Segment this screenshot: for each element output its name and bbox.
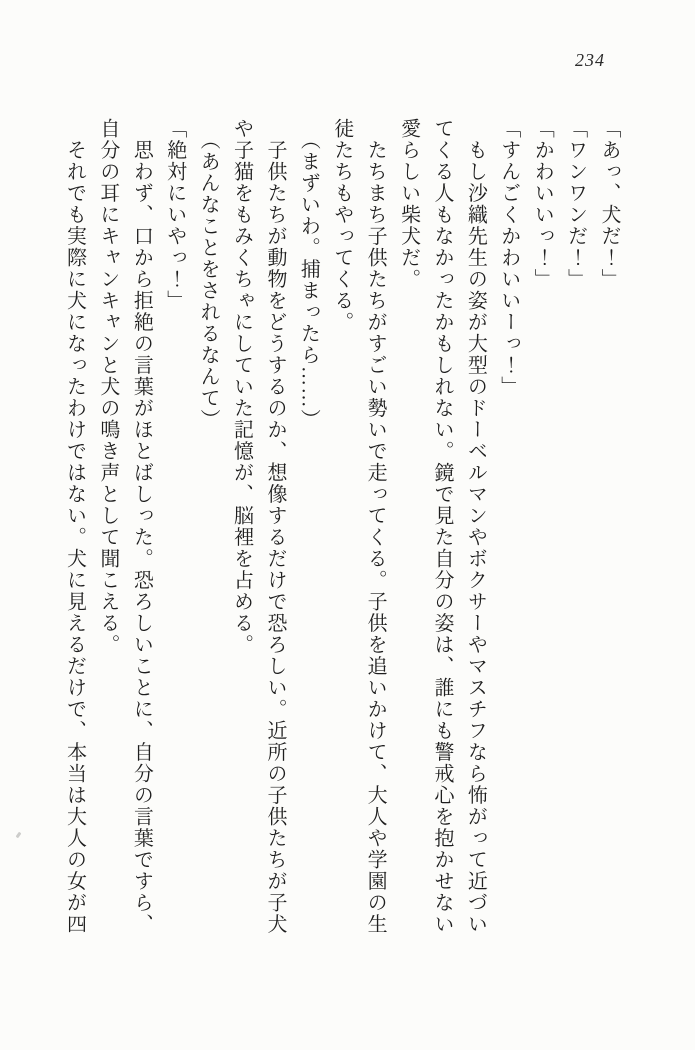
text-line: たちまち子供たちがすごい勢いで走ってくる。子供を追いかけて、大人や学園の生 xyxy=(364,118,387,935)
text-line: （まずいわ。捕まったら……） xyxy=(297,118,320,431)
text-line: 「ワンワンだ！」 xyxy=(564,118,587,290)
text-line: （あんなことをされるなんて） xyxy=(197,118,220,431)
text-line: それでも実際に犬になったわけではない。犬に見えるだけで、本当は大人の女が四 xyxy=(63,118,86,935)
text-line: 思わず、口から拒絶の言葉がほとばしった。恐ろしいことに、自分の言葉ですら、 xyxy=(130,118,153,935)
text-line: や子猫をもみくちゃにしていた記憶が、脳裡を占める。 xyxy=(230,118,253,656)
text-line: てくる人もなかったかもしれない。鏡で見た自分の姿は、誰にも警戒心を抱かせない xyxy=(430,118,453,935)
text-line: 自分の耳にキャンキャンと犬の鳴き声として聞こえる。 xyxy=(96,118,119,656)
page-number: 234 xyxy=(575,50,605,70)
text-line: 「かわいいっ！」 xyxy=(531,118,554,290)
text-line: 徒たちもやってくる。 xyxy=(330,118,353,333)
vertical-text-block xyxy=(57,118,625,940)
text-line: もし沙織先生の姿が大型のドーベルマンやボクサーやマスチフなら怖がって近づい xyxy=(464,118,487,935)
text-line: 「あっ、犬だ！」 xyxy=(598,118,620,290)
text-line: 愛らしい柴犬だ。 xyxy=(397,118,420,290)
scan-artifact xyxy=(16,832,22,839)
text-line: 「すんごくかわいいーっ！」 xyxy=(497,118,520,398)
text-line: 子供たちが動物をどうするのか、想像するだけで恐ろしい。近所の子供たちが子犬 xyxy=(263,118,286,935)
text-line: 「絶対にいやっ！」 xyxy=(163,118,186,312)
